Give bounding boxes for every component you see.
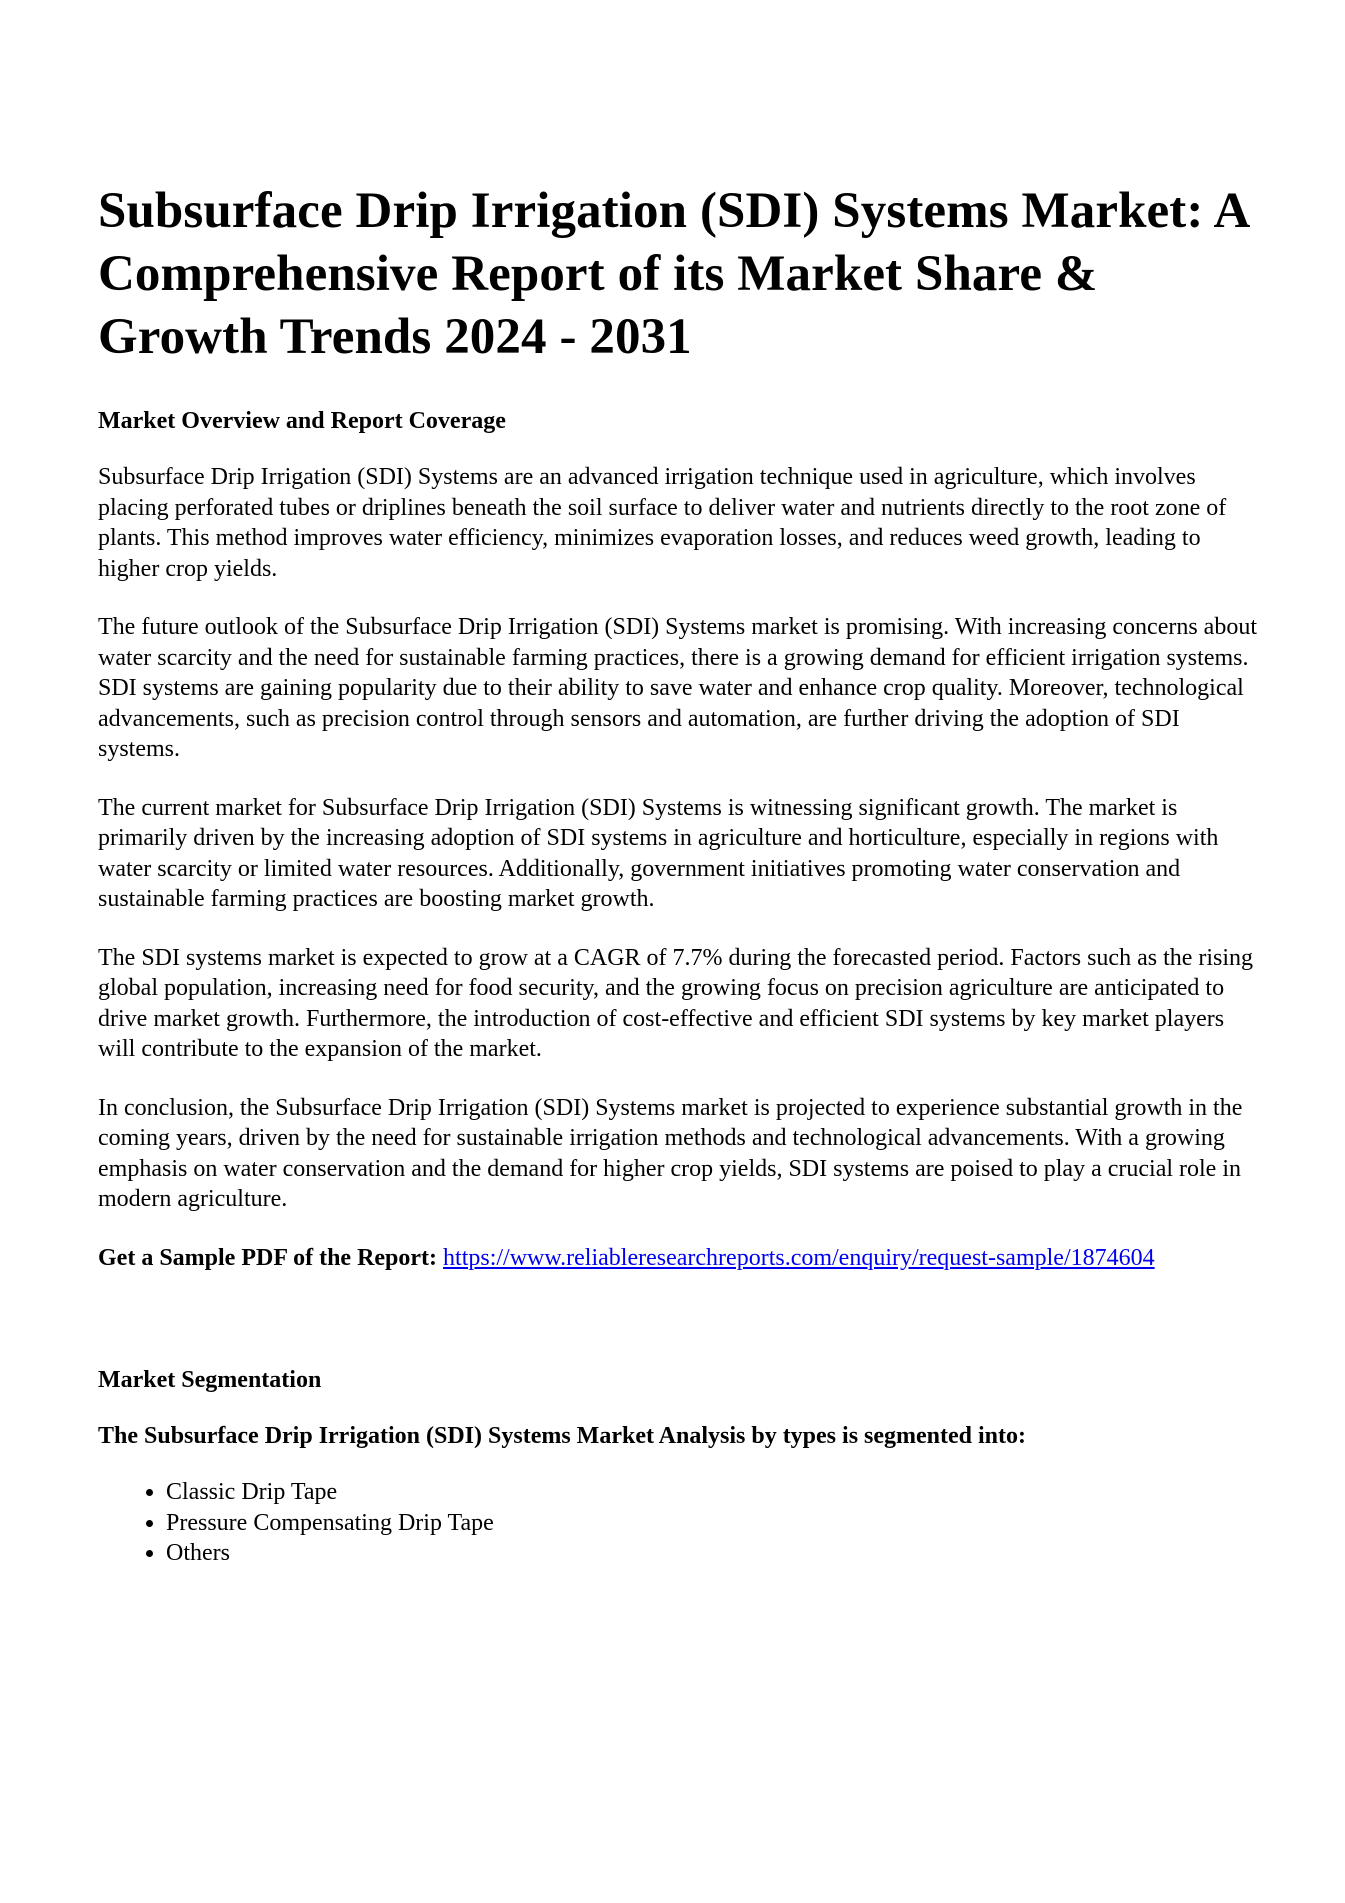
types-heading: The Subsurface Drip Irrigation (SDI) Systems Market Analysis by types is segmented into:	[98, 1423, 1027, 1449]
section-spacer	[98, 1273, 1258, 1365]
sample-pdf-link[interactable]: https://www.reliableresearchreports.com/enquiry/request-sample/1874604	[443, 1244, 1155, 1271]
overview-paragraph-1: Subsurface Drip Irrigation (SDI) Systems are an advanced irrigation technique used in agriculture, which involves placing perforated tubes or driplines beneath the soil surface to deliver water and nutrients directly to the root zone of plants. This method improves water efficiency, minimizes evaporation losses, and reduces weed growth, leading to higher crop yields.	[98, 464, 1227, 582]
overview-paragraph-2: The future outlook of the Subsurface Drip Irrigation (SDI) Systems market is promising. With increasing concerns about water scarcity and the need for sustainable farming practices, there is a growing demand for efficient irrigation systems. SDI systems are gaining popularity due to their ability to save water and enhance crop quality. Moreover, technological advancements, such as precision control through sensors and automation, are further driving the adoption of SDI systems.	[98, 614, 1257, 762]
list-item: • Classic Drip Tape	[166, 1477, 1258, 1508]
sample-pdf-label: Get a Sample PDF of the Report:	[98, 1244, 438, 1271]
document-title: Subsurface Drip Irrigation (SDI) Systems Market: A Comprehensive Report of its Market Share & Growth Trends 2024 - 2031	[98, 183, 1248, 365]
segmentation-heading: Market Segmentation	[98, 1367, 322, 1393]
overview-paragraph-3: The current market for Subsurface Drip Irrigation (SDI) Systems is witnessing significant growth. The market is primarily driven by the increasing adoption of SDI systems in agriculture and horticulture, especially in regions with water scarcity or limited water resources. Additionally, government initiatives promoting water conservation and sustainable farming practices are boosting market growth.	[98, 794, 1219, 912]
list-item: • Others	[166, 1538, 1258, 1569]
list-item: • Pressure Compensating Drip Tape	[166, 1508, 1258, 1539]
document-page	[98, 180, 1258, 1569]
overview-heading: Market Overview and Report Coverage	[98, 408, 506, 434]
overview-paragraph-4: The SDI systems market is expected to grow at a CAGR of 7.7% during the forecasted period. Factors such as the rising global population, increasing need for food security, and the growing focus on precision agriculture are anticipated to drive market growth. Furthermore, the introduction of cost-effective and efficient SDI systems by key market players will contribute to the expansion of the market.	[98, 944, 1254, 1062]
types-list	[98, 1477, 1258, 1569]
sample-pdf-line	[98, 1243, 1258, 1274]
overview-paragraph-5: In conclusion, the Subsurface Drip Irrigation (SDI) Systems market is projected to experience substantial growth in the coming years, driven by the need for sustainable irrigation methods and technological advancements. With a growing emphasis on water conservation and the demand for higher crop yields, SDI systems are poised to play a crucial role in modern agriculture.	[98, 1094, 1243, 1212]
